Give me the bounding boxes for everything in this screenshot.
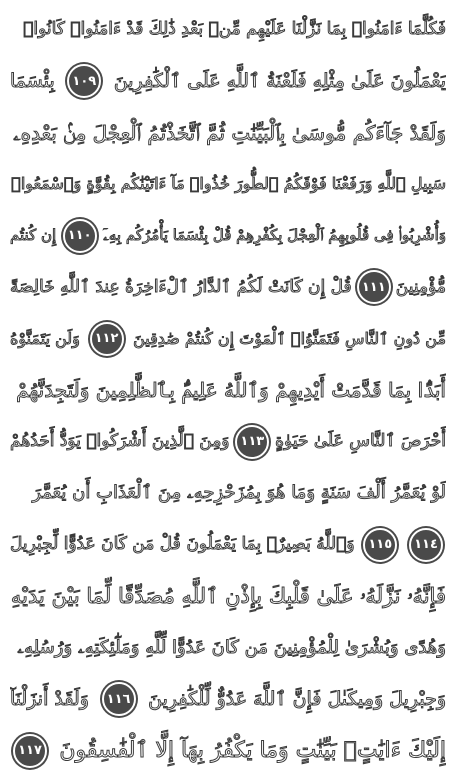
verse-text: مُّؤْمِنِينَ <box>395 276 446 297</box>
verse-text: قُلْ مَن كَانَ عَدُوًّا لِّجِبْرِيلَ <box>10 534 181 555</box>
text-line <box>10 725 446 777</box>
verse-text: أَبَدًۢا بِمَا قَدَّمَتْ أَيْدِيهِمْ وَٱللَّهُ عَلِيمٌۢ بِٱلظَّٰلِمِينَ وَلَتَجِدَنَّهُمْ <box>16 378 446 403</box>
ayah-number-marker: ١١٤ <box>409 528 443 562</box>
text-line <box>10 313 446 365</box>
text-line <box>10 210 446 262</box>
verse-text: بِئْسَمَا <box>10 69 55 92</box>
verse-text: وَلَقَدْ أَنزَلْنَآ <box>10 687 89 710</box>
verse-text: إِلَيْكَ ءَايَٰتٍۭ بَيِّنَٰتٍ وَمَا يَكْفُرُ بِهَآ إِلَّا ٱلْفَٰسِقُونَ <box>59 737 446 763</box>
verse-text: وَأُشْرِبُوا۟ فِى قُلُوبِهِمُ ٱلْعِجْلَ بِكُفْرِهِمْ قُلْ بِئْسَمَا يَأْمُرُكُم بِهِۦٓ <box>103 226 446 245</box>
ayah-number-marker: ١١٠ <box>63 219 97 253</box>
text-line <box>10 56 446 108</box>
text-line <box>10 159 446 211</box>
verse-text: وَٱللَّهُ بَصِيرٌۢ بِمَا يَعْمَلُونَ <box>186 534 355 555</box>
ayah-number-marker: ١١٣ <box>235 425 269 459</box>
verse-text: لَوْ يُعَمَّرُ أَلْفَ سَنَةٍ وَمَا هُوَ بِمُزَحْزِحِهِۦ مِنَ ٱلْعَذَابِ أَن يُعَمَّرَ <box>32 482 446 504</box>
verse-text: وَلَن يَتَمَنَّوْهُ <box>10 328 80 348</box>
verse-text: فَكُلَّمَا ءَامَنُوا۟ بِمَا نَزَّلْنَا عَلَيْهِم مِّنۢ بَعْدِ ذَٰلِكَ قَدْ ءَامَنُوا۟ كَانُوا۟ <box>23 19 446 40</box>
text-line <box>10 416 446 468</box>
ayah-number-marker: ١٠٩ <box>67 64 101 98</box>
text-line <box>10 674 446 726</box>
text-line <box>10 622 446 674</box>
verse-text: سَبِيلِ ٱللَّهِ وَرَفَعْنَا فَوْقَكُمُ ٱلطُّورَ خُذُوا۟ مَآ ءَاتَيْنَٰكُم بِقُوَّةٍ وَٱسْمَعُوا۟ <box>11 174 446 194</box>
ayah-number-marker: ١١٢ <box>90 322 124 356</box>
verse-text: قُلْ إِن كَانَتْ لَكُمُ ٱلدَّارُ ٱلْءَاخِرَةُ عِندَ ٱللَّهِ خَالِصَةً <box>10 276 352 297</box>
verse-text: إِن كُنتُم <box>10 226 57 245</box>
verse-text: وَهُدًى وَبُشْرَىٰ لِلْمُؤْمِنِينَ مَن كَانَ عَدُوًّا لِّلَّهِ وَمَلَٰٓئِكَتِهِۦ وَرُسُلِهِۦ <box>17 636 446 658</box>
text-line <box>10 519 446 571</box>
verse-text: وَجِبْرِيلَ وَمِيكَىٰلَ فَإِنَّ ٱللَّهَ عَدُوٌّ لِّلْكَٰفِرِينَ <box>148 687 446 710</box>
verse-text: أَحْرَصَ ٱلنَّاسِ عَلَىٰ حَيَوٰةٍ <box>275 431 446 452</box>
text-line <box>10 365 446 417</box>
verse-text: وَلَقَدْ جَآءَكُم مُّوسَىٰ بِٱلْبَيِّنَٰتِ ثُمَّ ٱتَّخَذْتُمُ ٱلْعِجْلَ مِنۢ بَعْدِهِۦ <box>13 120 446 145</box>
ayah-number-marker: ١١٧ <box>13 734 47 768</box>
text-line <box>10 4 446 56</box>
text-line <box>10 571 446 623</box>
ayah-number-marker: ١١٥ <box>363 528 397 562</box>
text-line <box>10 107 446 159</box>
verse-text: فَإِنَّهُۥ نَزَّلَهُۥ عَلَىٰ قَلْبِكَ بِإِذْنِ ٱللَّهِ مُصَدِّقًا لِّمَا بَيْنَ يَدَيْهِ <box>10 583 446 608</box>
verse-text: وَمِنَ ٱلَّذِينَ أَشْرَكُوا۟ يَوَدُّ أَحَدُهُمْ <box>10 431 230 452</box>
verse-text: يَعْمَلُونَ عَلَىٰ مِثْلِهِ فَلَعْنَةُ ٱللَّهِ عَلَى ٱلْكَٰفِرِينَ <box>113 69 446 92</box>
verse-text: مِّن دُونِ ٱلنَّاسِ فَتَمَنَّوُا۟ ٱلْمَوْتَ إِن كُنتُمْ صَٰدِقِينَ <box>133 328 446 348</box>
text-line <box>10 468 446 520</box>
ayah-number-marker: ١١١ <box>357 270 391 304</box>
ayah-number-marker: ١١٦ <box>102 682 136 716</box>
text-line <box>10 262 446 314</box>
